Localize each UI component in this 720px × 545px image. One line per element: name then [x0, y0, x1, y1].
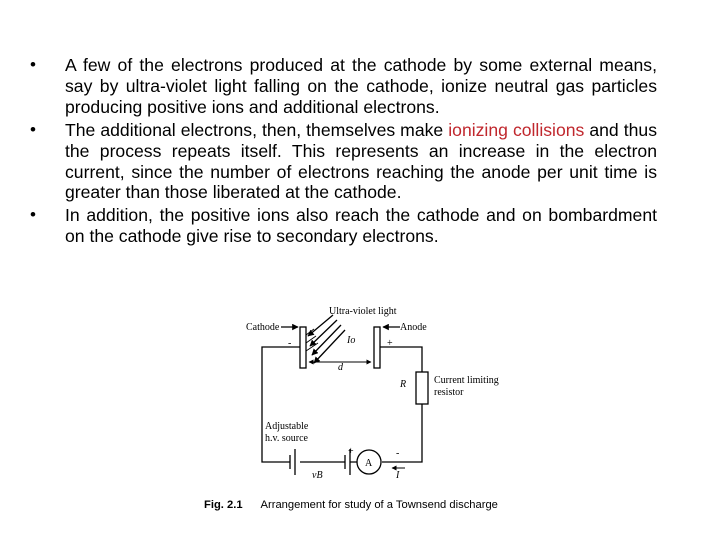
source-label-line1: Adjustable — [265, 421, 309, 432]
d-label: d — [338, 362, 343, 373]
figure-caption — [204, 499, 498, 511]
uv-arrow — [314, 330, 345, 363]
current-limiting-resistor — [416, 372, 428, 404]
anode-wire — [380, 347, 422, 372]
battery-cell — [290, 449, 357, 475]
vb-label: vB — [312, 470, 323, 481]
resistor-label-line1: Current limiting — [434, 375, 499, 386]
anode-plus-label: + — [387, 338, 393, 349]
bullet-dot: • — [30, 55, 36, 74]
resistor-wire — [382, 404, 422, 462]
cathode-wire — [262, 347, 300, 462]
source-minus-label: - — [396, 448, 400, 459]
bullet-text: and thus the process repeats itself. This represents an increase in the electron current, since the number of electrons reaching the anode per unit time is greater than those liberated at the cathode. — [65, 119, 657, 203]
figure-number: Fig. 2.1 — [204, 499, 243, 511]
source-label-line2: h.v. source — [265, 433, 308, 444]
io-label: Io — [347, 335, 356, 346]
anode-label: Anode — [400, 322, 427, 333]
uv-arrow — [308, 315, 333, 336]
cathode-minus-label: - — [288, 338, 292, 349]
bullet-text: The additional electrons, then, themselves make — [65, 119, 449, 140]
source-plus-label: + — [348, 446, 354, 457]
highlighted-term: ionizing collisions — [448, 119, 585, 140]
ammeter-label: A — [365, 458, 373, 469]
resistor-r-label: R — [400, 379, 407, 390]
anode-plate — [374, 327, 380, 368]
cathode-plate — [300, 327, 306, 368]
bullet-text: In addition, the positive ions also reach the cathode and on bombardment on the cathode give rise to secondary electrons. — [65, 205, 657, 247]
bullet-dot: • — [30, 205, 36, 225]
figure-caption-text: Arrangement for study of a Townsend discharge — [260, 499, 498, 511]
current-i-label: I — [396, 470, 400, 481]
cathode-label: Cathode — [246, 322, 280, 333]
resistor-label-line2: resistor — [434, 387, 464, 398]
bullet-dot: • — [30, 119, 36, 139]
bullet-text: A few of the electrons produced at the cathode by some external means, say by ultra-violet light falling on the cathode, ionize neutral gas particles producing positive ions and additional electrons. — [65, 55, 657, 117]
uv-light-label: Ultra-violet light — [329, 306, 397, 317]
